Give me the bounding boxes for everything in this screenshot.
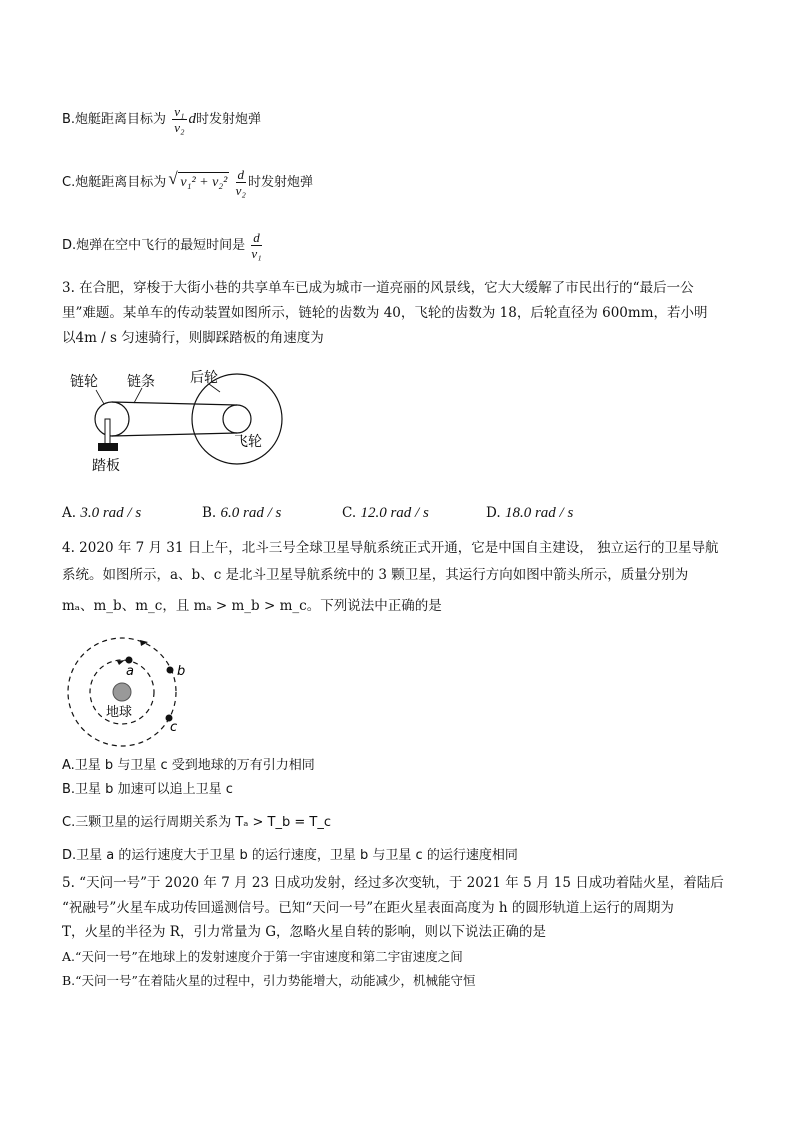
chain-top bbox=[112, 402, 237, 405]
satellite-orbit-diagram bbox=[62, 630, 192, 758]
q3-option-c bbox=[342, 505, 429, 522]
flywheel-circle bbox=[223, 405, 251, 433]
q3-option-b bbox=[202, 505, 281, 522]
q4-text-line3: mₐ、m_b、m_c，且 mₐ > m_b > m_c。下列说法中正确的是 bbox=[62, 598, 442, 614]
q3-option-a bbox=[62, 505, 141, 522]
q3-option-a-letter: A. bbox=[62, 505, 77, 521]
q3-option-d-value: 18.0 rad / s bbox=[504, 505, 574, 521]
rear-wheel-circle bbox=[192, 374, 282, 464]
chainwheel-circle bbox=[95, 402, 129, 436]
q2-c-fraction bbox=[236, 167, 247, 198]
label-sat-a: a bbox=[126, 664, 134, 679]
q2-c-frac-den: v₂ bbox=[235, 183, 246, 198]
q5-text-line1: 5. “天问一号”于 2020 年 7 月 23 日成功发射，经过多次变轨，于 2021 年 5 月 15 日成功着陆火星，着陆后 bbox=[62, 875, 724, 891]
label-sat-c: c bbox=[170, 720, 178, 735]
q4-text-line1: 4. 2020 年 7 月 31 日上午，北斗三号全球卫星导航系统正式开通，它是中国自主建设， 独立运行的卫星导航 bbox=[62, 540, 719, 556]
chainwheel-leader bbox=[96, 390, 104, 404]
q2-b-suffix: 时发射炮弹 bbox=[196, 112, 262, 127]
q5-text-line3: T，火星的半径为 R，引力常量为 G，忽略火星自转的影响，则以下说法正确的是 bbox=[62, 924, 547, 940]
q2-d-fraction bbox=[251, 230, 262, 261]
q4-text-line2: 系统。如图所示，a、b、c 是北斗卫星导航系统中的 3 颗卫星，其运行方向如图中箭头所示，质量分别为 bbox=[62, 567, 689, 583]
q3-option-b-value: 6.0 rad / s bbox=[220, 505, 282, 521]
q5-text-line2: “祝融号”火星车成功传回遥测信号。已知“天问一号”在距火星表面高度为 h 的圆形轨道上运行的周期为 bbox=[62, 900, 674, 916]
q2-b-fraction bbox=[172, 104, 186, 135]
q5-option-b: B.“天问一号”在着陆火星的过程中，引力势能增大，动能减少，机械能守恒 bbox=[62, 973, 476, 988]
bicycle-transmission-diagram bbox=[62, 362, 292, 474]
q3-option-a-value: 3.0 rad / s bbox=[80, 505, 142, 521]
q3-text-line3: 以4m / s 匀速骑行，则脚踩踏板的角速度为 bbox=[62, 330, 324, 346]
q2-option-c bbox=[62, 167, 313, 198]
label-sat-b: b bbox=[177, 664, 186, 679]
q2-option-b bbox=[62, 104, 261, 135]
q4-option-a: A.卫星 b 与卫星 c 受到地球的万有引力相同 bbox=[62, 758, 315, 773]
label-chainwheel: 链轮 bbox=[70, 374, 98, 390]
q2-c-sqrt: √ v₁² + v₂² bbox=[178, 172, 229, 193]
q2-b-prefix: B.炮艇距离目标为 bbox=[62, 112, 167, 127]
outer-orbit-arrow-icon bbox=[140, 640, 148, 646]
pedal-block bbox=[98, 443, 118, 451]
q2-d-frac-num: d bbox=[253, 230, 260, 245]
q3-text-line2: 里”难题。某单车的传动装置如图所示，链轮的齿数为 40，飞轮的齿数为 18，后轮直径为 600mm，若小明 bbox=[62, 305, 708, 321]
chain-bottom bbox=[112, 433, 237, 436]
q5-option-a: A.“天问一号”在地球上的发射速度介于第一宇宙速度和第二宇宙速度之间 bbox=[62, 949, 463, 964]
q3-option-d-letter: D. bbox=[486, 505, 501, 521]
pedal-crank bbox=[105, 419, 110, 445]
label-pedal: 踏板 bbox=[92, 458, 120, 474]
label-rearwheel: 后轮 bbox=[190, 370, 218, 386]
q2-b-frac-den: v₂ bbox=[174, 120, 185, 135]
q2-b-var: d bbox=[188, 111, 196, 127]
q3-option-c-letter: C. bbox=[342, 505, 357, 521]
q3-option-c-value: 12.0 rad / s bbox=[360, 505, 429, 521]
q4-option-c: C.三颗卫星的运行周期关系为 Tₐ > T_b = T_c bbox=[62, 815, 331, 830]
chain-leader bbox=[134, 388, 142, 403]
earth bbox=[113, 683, 131, 701]
q2-d-frac-den: v₁ bbox=[251, 246, 262, 261]
q4-option-b: B.卫星 b 加速可以追上卫星 c bbox=[62, 782, 233, 797]
satellite-a bbox=[126, 657, 133, 664]
q2-c-prefix: C.炮艇距离目标为 bbox=[62, 175, 167, 190]
satellite-b bbox=[167, 667, 174, 674]
q2-d-prefix: D.炮弹在空中飞行的最短时间是 bbox=[62, 238, 246, 253]
q3-text-line1: 3. 在合肥，穿梭于大街小巷的共享单车已成为城市一道亮丽的风景线，它大大缓解了市民出行的“最后一公 bbox=[62, 280, 694, 296]
label-earth: 地球 bbox=[106, 705, 133, 720]
q2-c-suffix: 时发射炮弹 bbox=[248, 175, 314, 190]
q3-option-d bbox=[486, 505, 573, 522]
q4-option-d: D.卫星 a 的运行速度大于卫星 b 的运行速度，卫星 b 与卫星 c 的运行速度相同 bbox=[62, 848, 518, 863]
q2-c-frac-num: d bbox=[237, 167, 245, 182]
q2-b-frac-num: v₁ bbox=[174, 104, 185, 119]
label-flywheel: 飞轮 bbox=[234, 434, 262, 450]
q2-option-d bbox=[62, 230, 264, 261]
q3-option-b-letter: B. bbox=[202, 505, 217, 521]
label-chain: 链条 bbox=[127, 374, 155, 390]
